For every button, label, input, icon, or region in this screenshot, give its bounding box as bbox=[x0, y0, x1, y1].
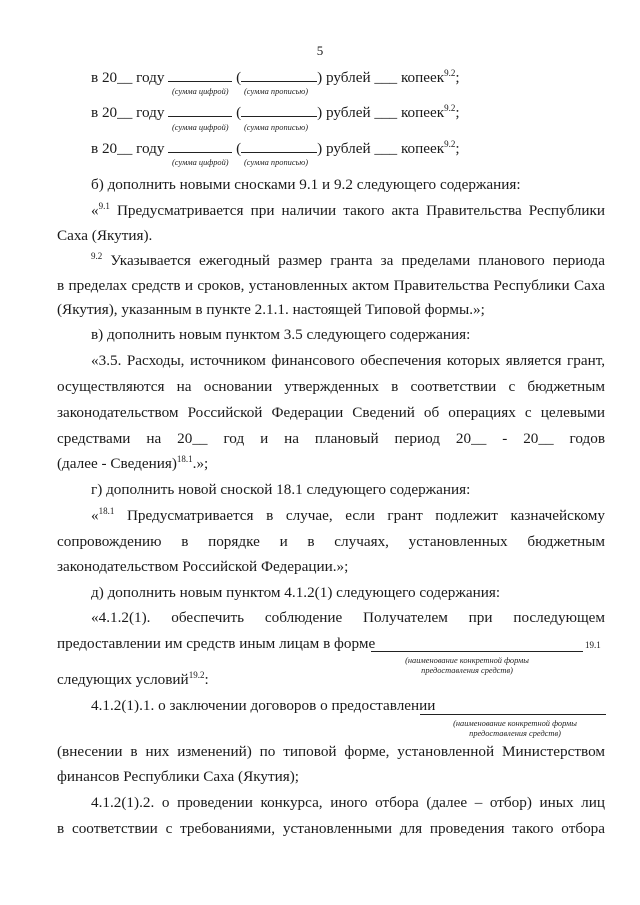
item-b-title: б) дополнить новыми сносками 9.1 и 9.2 следующего содержания: bbox=[91, 176, 521, 193]
caption-sum-digits: (сумма цифрой) bbox=[172, 87, 229, 96]
footnote-18-1-text: Предусматривается в случае, если грант подлежит казначейскому bbox=[126, 507, 605, 524]
item-d-line-3-end: : bbox=[204, 671, 209, 688]
footnote-9-1-line-1 bbox=[91, 202, 605, 220]
amount-row-prefix: в 20__ году bbox=[91, 69, 165, 86]
paren-close: ) bbox=[317, 140, 323, 157]
item-d-line-3-text: следующих условий bbox=[57, 671, 189, 688]
footnote-ref: 9.2 bbox=[444, 102, 456, 113]
amount-words-blank bbox=[241, 139, 317, 153]
footnote-9-2-line-1 bbox=[91, 252, 605, 270]
paren-close: ) bbox=[317, 69, 323, 86]
footnote-ref: 9.2 bbox=[444, 138, 456, 149]
amount-row-end: ; bbox=[455, 140, 460, 157]
item-v-line-2: осуществляются на основании утвержденных в соответствии с бюджетным bbox=[57, 378, 605, 395]
item-d-line-3 bbox=[57, 671, 209, 689]
subitem-2-line-1: 4.1.2(1).2. о проведении конкурса, иного отбора (далее – отбор) иных лиц bbox=[91, 794, 605, 811]
caption-sum-digits: (сумма цифрой) bbox=[172, 123, 229, 132]
amount-digits-blank bbox=[168, 103, 232, 117]
caption-form-name: (наименование конкретной формы предоставления средств) bbox=[405, 656, 529, 675]
paren-open: ( bbox=[236, 69, 242, 86]
footnote-19-2-ref: 19.2 bbox=[188, 669, 205, 680]
footnote-9-1-mark: 9.1 bbox=[98, 200, 110, 211]
caption-sum-words: (сумма прописью) bbox=[244, 158, 309, 167]
page-number: 5 bbox=[316, 43, 324, 58]
quote-mark: « bbox=[91, 202, 99, 219]
footnote-9-1-line-2: Саха (Якутия). bbox=[57, 227, 153, 244]
amount-digits-blank bbox=[168, 139, 232, 153]
footnote-9-1-text: Предусматривается при наличии такого акта Правительства Республики bbox=[116, 202, 606, 219]
footnote-18-1-line-2: сопровождению в порядке и в случаях, установленных бюджетным bbox=[57, 533, 605, 550]
caption-sum-digits: (сумма цифрой) bbox=[172, 158, 229, 167]
subitem-2-line-2: в соответствии с требованиями, установленными для проведения такого отбора bbox=[57, 820, 605, 837]
footnote-18-1-mark: 18.1 bbox=[98, 505, 115, 516]
amount-row-suffix: рублей ___ копеек bbox=[325, 140, 445, 157]
footnote-9-2-text: Указывается ежегодный размер гранта за пределами планового периода bbox=[110, 252, 605, 269]
form-name-blank bbox=[371, 651, 583, 652]
footnote-18-1-line-1 bbox=[91, 507, 605, 525]
footnote-9-2-line-3: (Якутия), указанным в пункте 2.1.1. настоящей Типовой формы.»; bbox=[57, 301, 485, 318]
subitem-1-line-2: (внесении в них изменений) по типовой форме, установленной Министерством bbox=[57, 743, 605, 760]
amount-words-blank bbox=[241, 68, 317, 82]
footnote-ref: 9.2 bbox=[444, 67, 456, 78]
subitem-1-line-3: финансов Республики Саха (Якутия); bbox=[57, 768, 300, 785]
paren-open: ( bbox=[236, 140, 242, 157]
quote-mark: « bbox=[91, 507, 99, 524]
item-v-line-5 bbox=[57, 455, 208, 473]
item-v-line-5-text: (далее - Сведения) bbox=[57, 455, 177, 472]
caption-sum-words: (сумма прописью) bbox=[244, 87, 309, 96]
item-v-line-4: средствами на 20__ год и на плановый период 20__ - 20__ годов bbox=[57, 430, 605, 447]
amount-row-end: ; bbox=[455, 104, 460, 121]
item-d-line-1: «4.1.2(1). обеспечить соблюдение Получателем при последующем bbox=[91, 609, 605, 626]
footnote-18-1-ref: 18.1 bbox=[176, 453, 193, 464]
item-v-line-3: законодательством Российской Федерации Сведений об операциях с целевыми bbox=[57, 404, 605, 421]
footnote-19-1-ref: 19.1 bbox=[585, 640, 601, 650]
caption-contract-form: (наименование конкретной формы предоставления средств) bbox=[453, 719, 577, 738]
item-d-title: д) дополнить новым пунктом 4.1.2(1) следующего содержания: bbox=[91, 584, 501, 601]
footnote-9-2-line-2: в пределах средств и сроков, установленных актом Правительства Республики Саха bbox=[57, 277, 605, 294]
amount-row-suffix: рублей ___ копеек bbox=[325, 69, 445, 86]
footnote-9-2-mark: 9.2 bbox=[91, 250, 103, 261]
footnote-18-1-line-3: законодательством Российской Федерации.»; bbox=[57, 558, 349, 575]
caption-sum-words: (сумма прописью) bbox=[244, 123, 309, 132]
item-v-line-5-end: .»; bbox=[192, 455, 209, 472]
amount-digits-blank bbox=[168, 68, 232, 82]
subitem-1-line-1: 4.1.2(1).1. о заключении договоров о предоставлении bbox=[91, 697, 436, 714]
item-v-line-1: «3.5. Расходы, источником финансового обеспечения которых является грант, bbox=[91, 352, 605, 369]
amount-row-prefix: в 20__ году bbox=[91, 104, 165, 121]
amount-row-suffix: рублей ___ копеек bbox=[325, 104, 445, 121]
item-g-title: г) дополнить новой сноской 18.1 следующего содержания: bbox=[91, 481, 471, 498]
amount-words-blank bbox=[241, 103, 317, 117]
contract-form-blank bbox=[420, 714, 606, 715]
item-v-title: в) дополнить новым пунктом 3.5 следующего содержания: bbox=[91, 326, 471, 343]
paren-open: ( bbox=[236, 104, 242, 121]
paren-close: ) bbox=[317, 104, 323, 121]
amount-row-end: ; bbox=[455, 69, 460, 86]
item-d-line-2: предоставлении им средств иным лицам в форме bbox=[57, 635, 376, 652]
amount-row-prefix: в 20__ году bbox=[91, 140, 165, 157]
